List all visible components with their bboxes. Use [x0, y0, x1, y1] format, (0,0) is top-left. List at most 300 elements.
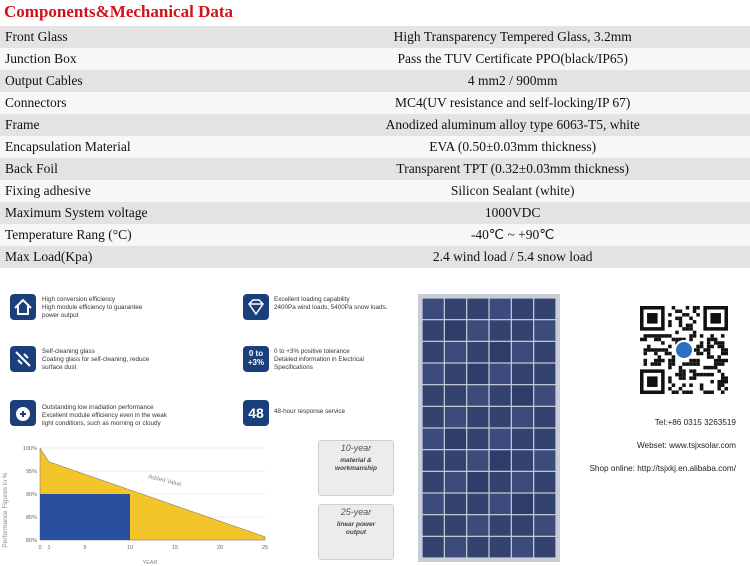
panel-cell [445, 450, 466, 470]
qr-module [707, 390, 711, 394]
qr-module [700, 373, 704, 377]
qr-module [665, 348, 669, 352]
qr-module [689, 334, 693, 338]
qr-module [654, 362, 658, 366]
qr-module [675, 390, 679, 394]
panel-cell [467, 537, 488, 557]
qr-module [717, 383, 721, 387]
panel-cell [423, 407, 444, 427]
qr-module [689, 383, 693, 387]
qr-module [710, 390, 714, 394]
qr-module [700, 383, 704, 387]
qr-module [682, 327, 686, 331]
panel-cell [490, 472, 511, 492]
x-axis-ticks [38, 545, 268, 551]
qr-module [679, 320, 683, 324]
performance-chart [0, 440, 280, 566]
y-axis-ticks [23, 446, 37, 544]
qr-module [703, 373, 707, 377]
qr-module [658, 334, 662, 338]
spec-row [0, 224, 750, 246]
panel-cell [445, 537, 466, 557]
spec-row [0, 136, 750, 158]
spec-row [0, 158, 750, 180]
spec-row [0, 92, 750, 114]
qr-module [714, 359, 718, 363]
panel-cell [467, 450, 488, 470]
qr-module [675, 310, 679, 314]
panel-cell [445, 320, 466, 340]
qr-module [721, 376, 725, 380]
contact-tel: Tel:+86 0315 3263519 [654, 418, 736, 427]
qr-module [675, 331, 679, 335]
qr-module [696, 352, 700, 356]
qr-module [724, 376, 728, 380]
qr-module [710, 338, 714, 342]
panel-cell [534, 537, 555, 557]
qr-module [696, 359, 700, 363]
qr-module [717, 359, 721, 363]
spec-label: Back Foil [0, 158, 275, 180]
qr-module [679, 317, 683, 321]
spec-label: Frame [0, 114, 275, 136]
spec-value: Silicon Sealant (white) [275, 180, 750, 202]
spec-row [0, 180, 750, 202]
qr-module [693, 334, 697, 338]
qr-module [721, 390, 725, 394]
qr-module [707, 352, 711, 356]
qr-module [717, 341, 721, 345]
panel-cell [445, 299, 466, 319]
panel-cell [512, 515, 533, 535]
spec-label: Maximum System voltage [0, 202, 275, 224]
qr-module [644, 348, 648, 352]
qr-module [679, 373, 683, 377]
panel-cell [490, 299, 511, 319]
qr-module [714, 362, 718, 366]
qr-module [682, 390, 686, 394]
panel-cell [534, 494, 555, 514]
qr-module [672, 362, 676, 366]
panel-cell [423, 472, 444, 492]
qr-module [672, 306, 676, 310]
spec-label: Max Load(Kpa) [0, 246, 275, 268]
qr-module [644, 359, 648, 363]
qr-module [668, 387, 672, 391]
panel-cell [490, 537, 511, 557]
panel-cell [467, 385, 488, 405]
qr-module [707, 341, 711, 345]
qr-module [724, 359, 728, 363]
qr-module [686, 362, 690, 366]
x-tick-label: 1 [47, 545, 51, 551]
panel-cell [423, 537, 444, 557]
qr-module [696, 313, 700, 317]
panel-cell [512, 407, 533, 427]
qr-module [693, 359, 697, 363]
spec-value: High Transparency Tempered Glass, 3.2mm [275, 26, 750, 48]
solar-panel-image [418, 294, 560, 562]
qr-module [717, 345, 721, 349]
panel-cell [423, 385, 444, 405]
qr-module [714, 341, 718, 345]
qr-module [693, 320, 697, 324]
spec-row [0, 26, 750, 48]
spec-value: Transparent TPT (0.32±0.03mm thickness) [275, 158, 750, 180]
qr-module [679, 376, 683, 380]
spec-value: 2.4 wind load / 5.4 snow load [275, 246, 750, 268]
qr-module [644, 334, 648, 338]
qr-module [668, 366, 672, 370]
qr-module [721, 341, 725, 345]
panel-cell [512, 429, 533, 449]
qr-module [686, 313, 690, 317]
qr-module [679, 387, 683, 391]
contact-shop[interactable]: Shop online: http://tsjxkj.en.alibaba.com/ [589, 464, 736, 473]
qr-module [668, 376, 672, 380]
x-tick-label: 15 [171, 545, 179, 551]
spec-label: Temperature Rang (°C) [0, 224, 275, 246]
qr-module [658, 355, 662, 359]
qr-module [654, 334, 658, 338]
qr-module [647, 348, 651, 352]
warranty-years: 10-year [340, 443, 372, 453]
x-tick-label: 10 [126, 545, 134, 551]
panel-cell [512, 494, 533, 514]
panel-cell [512, 450, 533, 470]
panel-cell [490, 515, 511, 535]
y-tick-label: 100% [22, 446, 37, 452]
x-tick-label: 20 [216, 545, 224, 551]
qr-module [696, 345, 700, 349]
panel-cell [445, 407, 466, 427]
qr-module [644, 362, 648, 366]
qr-module [682, 369, 686, 373]
spec-label: Junction Box [0, 48, 275, 70]
panel-cell [445, 385, 466, 405]
qr-module [721, 334, 725, 338]
panel-cell [445, 494, 466, 514]
qr-module [689, 359, 693, 363]
qr-module [672, 355, 676, 359]
spec-table [0, 26, 750, 268]
spec-value: MC4(UV resistance and self-locking/IP 67) [275, 92, 750, 114]
qr-module [693, 369, 697, 373]
panel-cell [445, 515, 466, 535]
panel-cell [467, 472, 488, 492]
qr-module [672, 338, 676, 342]
x-tick-label: 5 [83, 545, 87, 551]
panel-cell [445, 342, 466, 362]
qr-module [721, 352, 725, 356]
qr-module [672, 390, 676, 394]
panel-cell [512, 320, 533, 340]
diamond-icon [243, 294, 269, 320]
qr-module [682, 383, 686, 387]
qr-module [665, 334, 669, 338]
qr-module [654, 352, 658, 356]
panel-cell [534, 342, 555, 362]
qr-module [707, 366, 711, 370]
panel-cell [534, 450, 555, 470]
qr-logo [675, 341, 693, 359]
panel-cell [423, 320, 444, 340]
spec-row [0, 70, 750, 92]
qr-module [717, 387, 721, 391]
qr-module [721, 383, 725, 387]
qr-module [647, 334, 651, 338]
qr-module [721, 380, 725, 384]
qr-module [707, 355, 711, 359]
qr-module [651, 348, 655, 352]
qr-module [644, 338, 648, 342]
qr-module [721, 348, 725, 352]
qr-module [658, 359, 662, 363]
spec-value: Pass the TUV Certificate PPO(black/IP65) [275, 48, 750, 70]
qr-finder [710, 313, 721, 324]
panel-cell [445, 472, 466, 492]
x-tick-label: 25 [261, 545, 269, 551]
panel-cell [423, 364, 444, 384]
low-irradiation-icon [10, 400, 36, 426]
qr-module [658, 338, 662, 342]
house-icon [10, 294, 36, 320]
qr-module [654, 338, 658, 342]
panel-cell [534, 299, 555, 319]
qr-module [707, 338, 711, 342]
panel-cell [445, 364, 466, 384]
qr-module [700, 352, 704, 356]
qr-module [668, 313, 672, 317]
panel-cell [445, 429, 466, 449]
qr-finder [647, 376, 658, 387]
panel-cell [467, 342, 488, 362]
qr-module [647, 345, 651, 349]
qr-module [661, 341, 665, 345]
qr-module [717, 362, 721, 366]
qr-module [703, 366, 707, 370]
qr-module [675, 338, 679, 342]
spec-label: Output Cables [0, 70, 275, 92]
qr-module [700, 387, 704, 391]
qr-module [661, 334, 665, 338]
qr-module [640, 338, 644, 342]
qr-module [710, 334, 714, 338]
panel-cell [512, 472, 533, 492]
spec-value: EVA (0.50±0.03mm thickness) [275, 136, 750, 158]
qr-module [661, 359, 665, 363]
qr-module [721, 362, 725, 366]
qr-module [707, 373, 711, 377]
qr-module [696, 373, 700, 377]
qr-module [672, 359, 676, 363]
qr-module [661, 348, 665, 352]
qr-module [693, 373, 697, 377]
qr-module [675, 317, 679, 321]
spec-label: Front Glass [0, 26, 275, 48]
panel-cell [423, 429, 444, 449]
panel-cell [512, 364, 533, 384]
qr-module [668, 345, 672, 349]
panel-cell [467, 515, 488, 535]
qr-module [721, 345, 725, 349]
panel-cell [534, 320, 555, 340]
qr-module [668, 362, 672, 366]
panel-cell [534, 364, 555, 384]
qr-module [686, 324, 690, 328]
spec-label: Connectors [0, 92, 275, 114]
qr-module [686, 327, 690, 331]
qr-module [668, 334, 672, 338]
panel-cell [490, 385, 511, 405]
qr-module [700, 341, 704, 345]
panel-cell [467, 429, 488, 449]
panel-cell [467, 299, 488, 319]
qr-module [710, 380, 714, 384]
spec-row [0, 202, 750, 224]
panel-cell [423, 494, 444, 514]
qr-module [689, 317, 693, 321]
qr-module [714, 366, 718, 370]
y-axis-label: Performance Figures in % [2, 472, 9, 548]
panel-cell [534, 429, 555, 449]
tolerance-icon: 0 to +3% [243, 346, 269, 372]
y-tick-label: 95% [25, 469, 37, 475]
qr-module [679, 366, 683, 370]
qr-module [703, 348, 707, 352]
qr-module [724, 387, 728, 391]
qr-module [654, 348, 658, 352]
panel-cell [512, 299, 533, 319]
qr-module [679, 310, 683, 314]
qr-module [703, 390, 707, 394]
qr-module [724, 380, 728, 384]
warranty-25-year: 25-year linear power output [318, 504, 394, 560]
qr-module [644, 352, 648, 356]
qr-module [689, 338, 693, 342]
qr-module [654, 359, 658, 363]
qr-module [707, 345, 711, 349]
qr-module [668, 352, 672, 356]
qr-module [682, 362, 686, 366]
qr-module [672, 383, 676, 387]
qr-module [689, 369, 693, 373]
spec-row [0, 246, 750, 268]
qr-finder [647, 313, 658, 324]
panel-cell [490, 450, 511, 470]
qr-module [668, 324, 672, 328]
qr-module [696, 362, 700, 366]
qr-module [721, 373, 725, 377]
panel-cell [467, 407, 488, 427]
qr-module [689, 362, 693, 366]
qr-module [693, 362, 697, 366]
qr-module [693, 331, 697, 335]
spec-row [0, 114, 750, 136]
panel-cell [423, 299, 444, 319]
qr-module [710, 373, 714, 377]
panel-cell [490, 320, 511, 340]
qr-module [668, 359, 672, 363]
qr-module [689, 376, 693, 380]
qr-module [689, 324, 693, 328]
y-tick-label: 90% [25, 492, 37, 498]
panel-cell [512, 342, 533, 362]
qr-module [686, 390, 690, 394]
qr-module [693, 306, 697, 310]
qr-module [696, 348, 700, 352]
y-tick-label: 85% [25, 515, 37, 521]
qr-module [682, 373, 686, 377]
x-axis-label: YEAR [142, 560, 158, 566]
contact-website[interactable]: Webset: www.tsjxsolar.com [636, 441, 736, 450]
qr-module [717, 380, 721, 384]
qr-module [717, 369, 721, 373]
qr-module [679, 369, 683, 373]
qr-module [693, 376, 697, 380]
qr-module [689, 390, 693, 394]
qr-module [724, 352, 728, 356]
spec-label: Encapsulation Material [0, 136, 275, 158]
qr-module [668, 380, 672, 384]
48-hour-icon: 48 [243, 400, 269, 426]
qr-module [679, 324, 683, 328]
qr-module [700, 334, 704, 338]
x-tick-label: 0 [38, 545, 42, 551]
self-cleaning-icon [10, 346, 36, 372]
panel-cell [490, 364, 511, 384]
added-value-annotation: Added Value [147, 474, 182, 489]
panel-cell [490, 342, 511, 362]
qr-code [640, 306, 728, 394]
qr-module [707, 348, 711, 352]
qr-module [682, 376, 686, 380]
qr-module [651, 334, 655, 338]
panel-cell [423, 450, 444, 470]
qr-module [710, 366, 714, 370]
qr-module [689, 327, 693, 331]
panel-cell [490, 494, 511, 514]
qr-module [710, 355, 714, 359]
qr-module [717, 355, 721, 359]
qr-module [721, 359, 725, 363]
spec-value: 1000VDC [275, 202, 750, 224]
panel-cell [490, 407, 511, 427]
spec-value: 4 mm2 / 900mm [275, 70, 750, 92]
qr-module [675, 373, 679, 377]
qr-module [693, 310, 697, 314]
qr-module [686, 306, 690, 310]
panel-cell [490, 429, 511, 449]
warranty-years: 25-year [340, 507, 372, 517]
panel-cell [512, 385, 533, 405]
panel-cell [534, 407, 555, 427]
qr-module [658, 362, 662, 366]
y-tick-label: 80% [25, 538, 37, 544]
panel-cell [467, 364, 488, 384]
panel-cell [467, 494, 488, 514]
qr-module [658, 348, 662, 352]
qr-module [682, 313, 686, 317]
qr-module [714, 338, 718, 342]
panel-cell [423, 515, 444, 535]
spec-row [0, 48, 750, 70]
panel-cell [512, 537, 533, 557]
panel-cell [467, 320, 488, 340]
qr-module [710, 345, 714, 349]
panel-cell [534, 472, 555, 492]
qr-module [665, 352, 669, 356]
